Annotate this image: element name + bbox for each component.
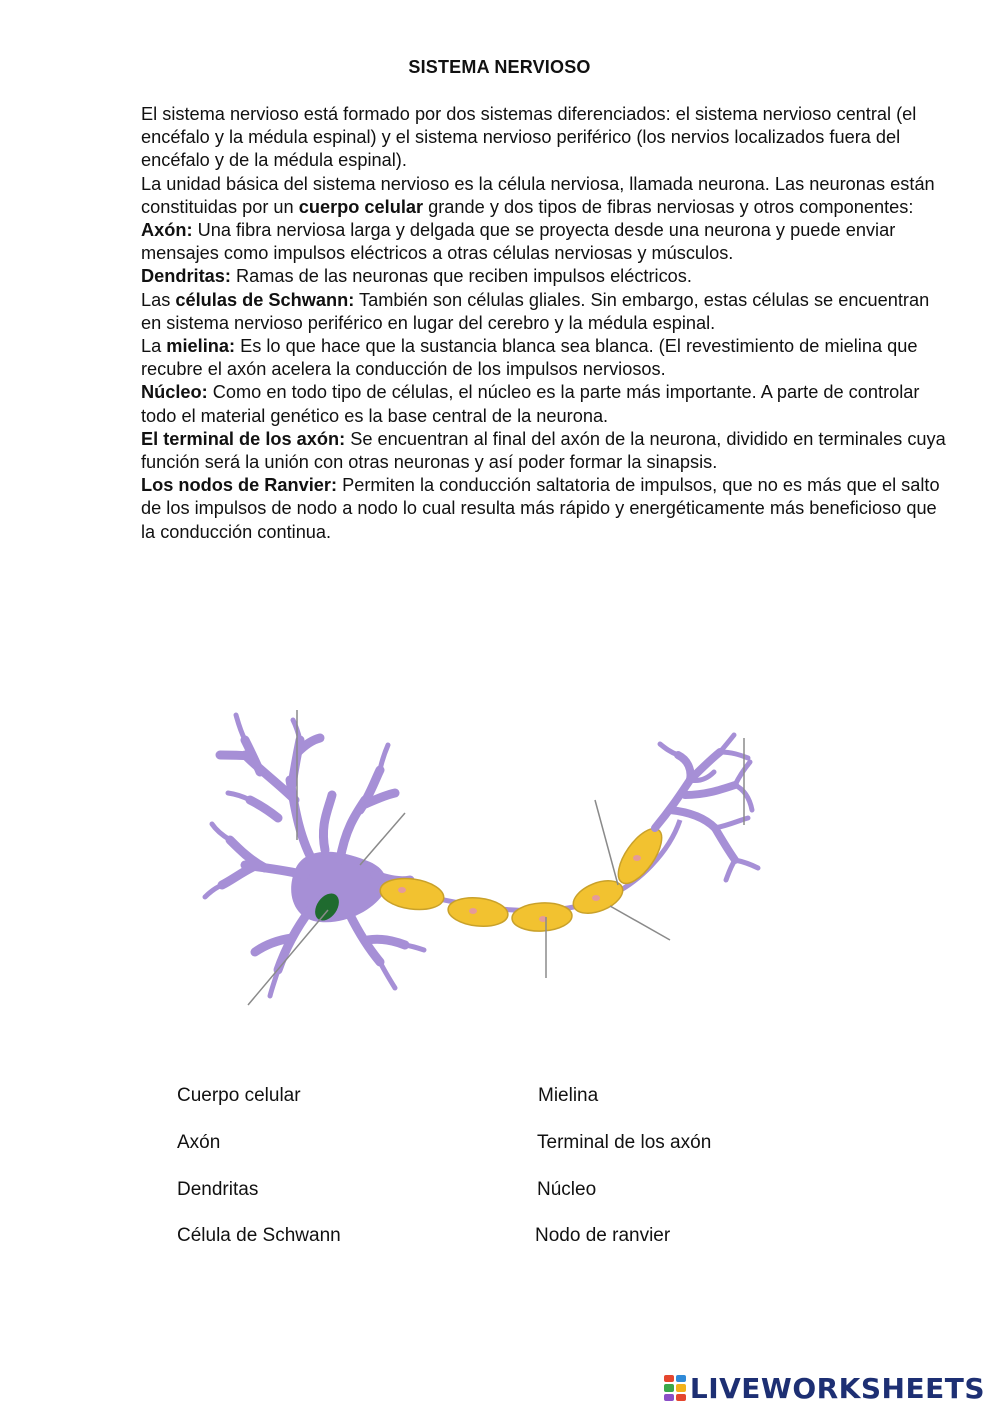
paragraph-mielina: La mielina: Es lo que hace que la sustancia blanca sea blanca. (El revestimiento de mielina que recubre el axón acelera la conducción de los impulsos nerviosos. — [141, 336, 918, 380]
paragraph-neurona: La unidad básica del sistema nervioso es la célula nerviosa, llamada neurona. Las neuronas están constituidas por un cuerpo celular grande y dos tipos de fibras nerviosas y otros componentes: — [141, 173, 935, 217]
paragraph-intro: El sistema nervioso está formado por dos sistemas diferenciados: el sistema nervioso central (el encéfalo y la médula espinal) y el sistema nervioso periférico (los nervios localizados fuera del encéfalo y de la médula espinal). — [141, 104, 917, 171]
paragraph-nucleo: Núcleo: Como en todo tipo de células, el núcleo es la parte más importante. A parte de controlar todo el material genético es la base central de la neurona. — [141, 382, 920, 426]
label-nucleo: Núcleo — [537, 1179, 597, 1200]
liveworksheets-logo — [664, 1371, 985, 1405]
liveworksheets-text: LIVEWORKSHEETS — [689, 1371, 985, 1405]
neuron-diagram — [200, 700, 770, 1020]
label-axon: Axón — [177, 1132, 221, 1153]
label-terminal-axon: Terminal de los axón — [537, 1132, 712, 1153]
label-mielina: Mielina — [538, 1085, 599, 1106]
labels-list — [177, 1085, 777, 1265]
neuron-cell-body — [205, 715, 424, 996]
paragraph-ranvier: Los nodos de Ranvier: Permiten la conducción saltatoria de impulsos, que no es más que el salto de los impulsos de nodo a nodo lo cual resulta más rápido y energéticamente más beneficioso que la conducción continua. — [141, 475, 940, 542]
label-nodo-ranvier: Nodo de ranvier — [535, 1225, 671, 1246]
body-text — [141, 103, 951, 544]
paragraph-dendritas: Dendritas: Ramas de las neuronas que reciben impulsos eléctricos. — [141, 266, 692, 287]
paragraph-schwann: Las células de Schwann: También son células gliales. Sin embargo, estas células se encuentran en sistema nervioso periférico en lugar del cerebro y la médula espinal. — [141, 289, 930, 333]
paragraph-axon: Axón: Una fibra nerviosa larga y delgada que se proyecta desde una neurona y puede enviar mensajes como impulsos eléctricos a otras células nerviosas y músculos. — [141, 220, 896, 264]
axon-terminal — [655, 735, 758, 880]
paragraph-terminal: El terminal de los axón: Se encuentran al final del axón de la neurona, dividido en terminales cuya función será la unión con otras neuronas y así poder formar la sinapsis. — [141, 428, 946, 473]
label-cuerpo-celular: Cuerpo celular — [177, 1085, 301, 1106]
page-title: SISTEMA NERVIOSO — [408, 57, 591, 77]
label-celula-schwann: Célula de Schwann — [177, 1225, 341, 1246]
label-dendritas: Dendritas — [177, 1179, 259, 1200]
liveworksheets-icon — [664, 1375, 686, 1401]
